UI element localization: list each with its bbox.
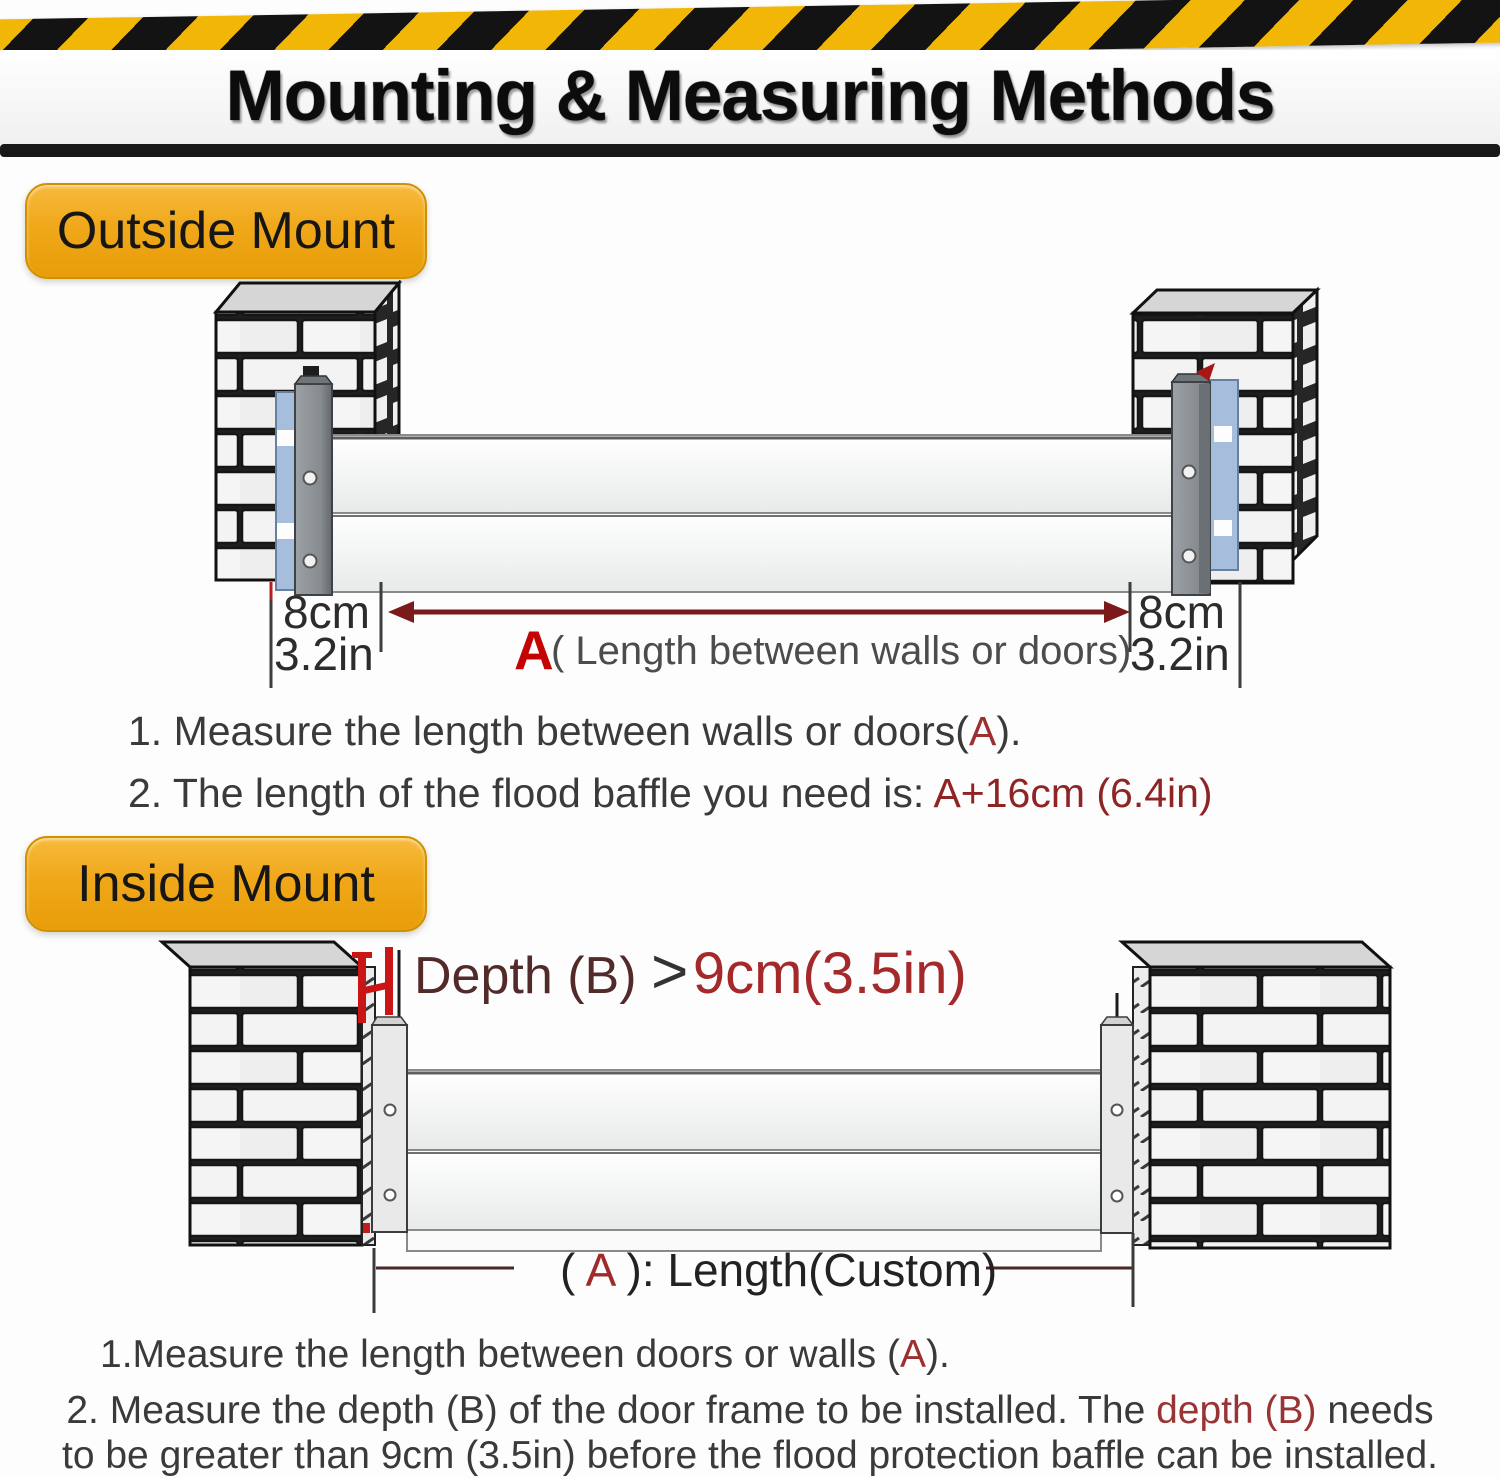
left-offset-cm-label: 8cm: [283, 586, 370, 638]
page-title: Mounting & Measuring Methods: [225, 57, 1275, 136]
outside-step-1: 1. Measure the length between walls or doors(A).: [128, 708, 1022, 754]
span-label-text: ( Length between walls or doors): [551, 629, 1132, 673]
screw-hole-icon: [1183, 466, 1196, 479]
depth-label: Depth (B) > 9cm(3.5in): [414, 935, 967, 1007]
title-underline-bar: [0, 144, 1500, 157]
flood-baffle: [407, 1070, 1101, 1251]
dimension-arrow: [388, 601, 1130, 623]
length-label: ( A ): Length(Custom): [560, 1244, 998, 1296]
inside-mount-badge-label: Inside Mount: [77, 855, 375, 913]
screw-hole-icon: [1112, 1105, 1123, 1116]
highlight-formula: A+16cm (6.4in): [933, 770, 1213, 816]
title-band: [0, 50, 1500, 144]
mounting-bracket-left: [295, 376, 332, 595]
inside-mount-diagram: [0, 935, 1500, 1340]
brick-pillar-left: [162, 942, 375, 1245]
screw-hole-icon: [385, 1190, 396, 1201]
red-marker-icon: [363, 1223, 370, 1233]
left-offset-in-label: 3.2in: [274, 628, 374, 680]
outside-step-2: 2. The length of the flood baffle you need is: A+16cm (6.4in): [128, 770, 1213, 816]
right-offset-in-label: 3.2in: [1130, 628, 1230, 680]
dimension-outside: [271, 582, 1240, 688]
screw-hole-icon: [1183, 550, 1196, 563]
seal-strip-left: [276, 392, 297, 590]
seal-strip-right: [1210, 380, 1238, 570]
outside-mount-instructions: [128, 706, 1213, 830]
right-offset-cm-label: 8cm: [1138, 586, 1225, 638]
inside-step-2: 2. Measure the depth (B) of the door frame to be installed. The depth (B) needs to be greater than 9cm (3.5in) before the flood protection baffle can be installed.: [62, 1389, 1438, 1477]
outside-mount-badge: [25, 183, 427, 279]
span-label-A: A: [514, 619, 554, 681]
outside-mount-diagram: [0, 280, 1500, 700]
mounting-bracket-right: [1172, 363, 1215, 595]
mounting-bracket-right: [1101, 993, 1133, 1233]
inside-step-1: 1.Measure the length between doors or walls (A).: [100, 1333, 950, 1376]
highlight-depth-B: depth (B): [1156, 1389, 1317, 1432]
flood-baffle: [332, 435, 1172, 592]
outside-mount-badge-label: Outside Mount: [56, 202, 396, 260]
highlight-A: A: [968, 708, 997, 754]
highlight-A: A: [899, 1333, 926, 1376]
inside-mount-instructions: [0, 1332, 1500, 1478]
screw-hole-icon: [304, 472, 317, 485]
screw-hole-icon: [304, 555, 317, 568]
inside-mount-badge: [25, 836, 427, 932]
brick-pillar-right: [1122, 942, 1390, 1248]
screw-hole-icon: [385, 1105, 396, 1116]
screw-hole-icon: [1112, 1191, 1123, 1202]
